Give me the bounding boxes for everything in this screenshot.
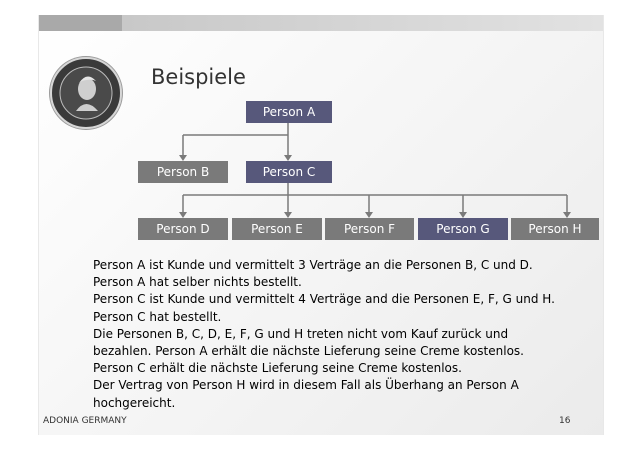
text-line: Person C hat bestellt. xyxy=(93,309,222,324)
tree-node-person-a: Person A xyxy=(246,101,332,123)
tree-node-person-b: Person B xyxy=(138,161,228,183)
text-line: bezahlen. Person A erhält die nächste Lieferung seine Creme kostenlos. xyxy=(93,344,524,359)
footer-company: ADONIA GERMANY xyxy=(43,416,127,426)
tree-node-person-h: Person H xyxy=(511,218,599,240)
page-number: 16 xyxy=(559,416,571,426)
text-line: Person C ist Kunde und vermittelt 4 Verträge and die Personen E, F, G und H. xyxy=(93,292,555,307)
text-line: Der Vertrag von Person H wird in diesem Fall als Überhang an Person A xyxy=(93,378,519,393)
tree-node-person-e: Person E xyxy=(232,218,322,240)
text-line: Person A hat selber nichts bestellt. xyxy=(93,275,302,290)
text-line: Person A ist Kunde und vermittelt 3 Verträge an die Personen B, C und D. xyxy=(93,258,533,272)
tree-node-person-c: Person C xyxy=(246,161,332,183)
text-line: Die Personen B, C, D, E, F, G und H treten nicht vom Kauf zurück und xyxy=(93,326,509,341)
tree-node-person-g: Person G xyxy=(418,218,508,240)
slide xyxy=(38,15,604,435)
slide-title: Beispiele xyxy=(151,65,246,89)
text-line: hochgereicht. xyxy=(93,395,176,410)
explanation-text xyxy=(93,257,593,412)
text-line: Person C erhält die nächste Lieferung seine Creme kostenlos. xyxy=(93,361,462,376)
tree-node-person-d: Person D xyxy=(138,218,228,240)
tree-node-person-f: Person F xyxy=(325,218,414,240)
